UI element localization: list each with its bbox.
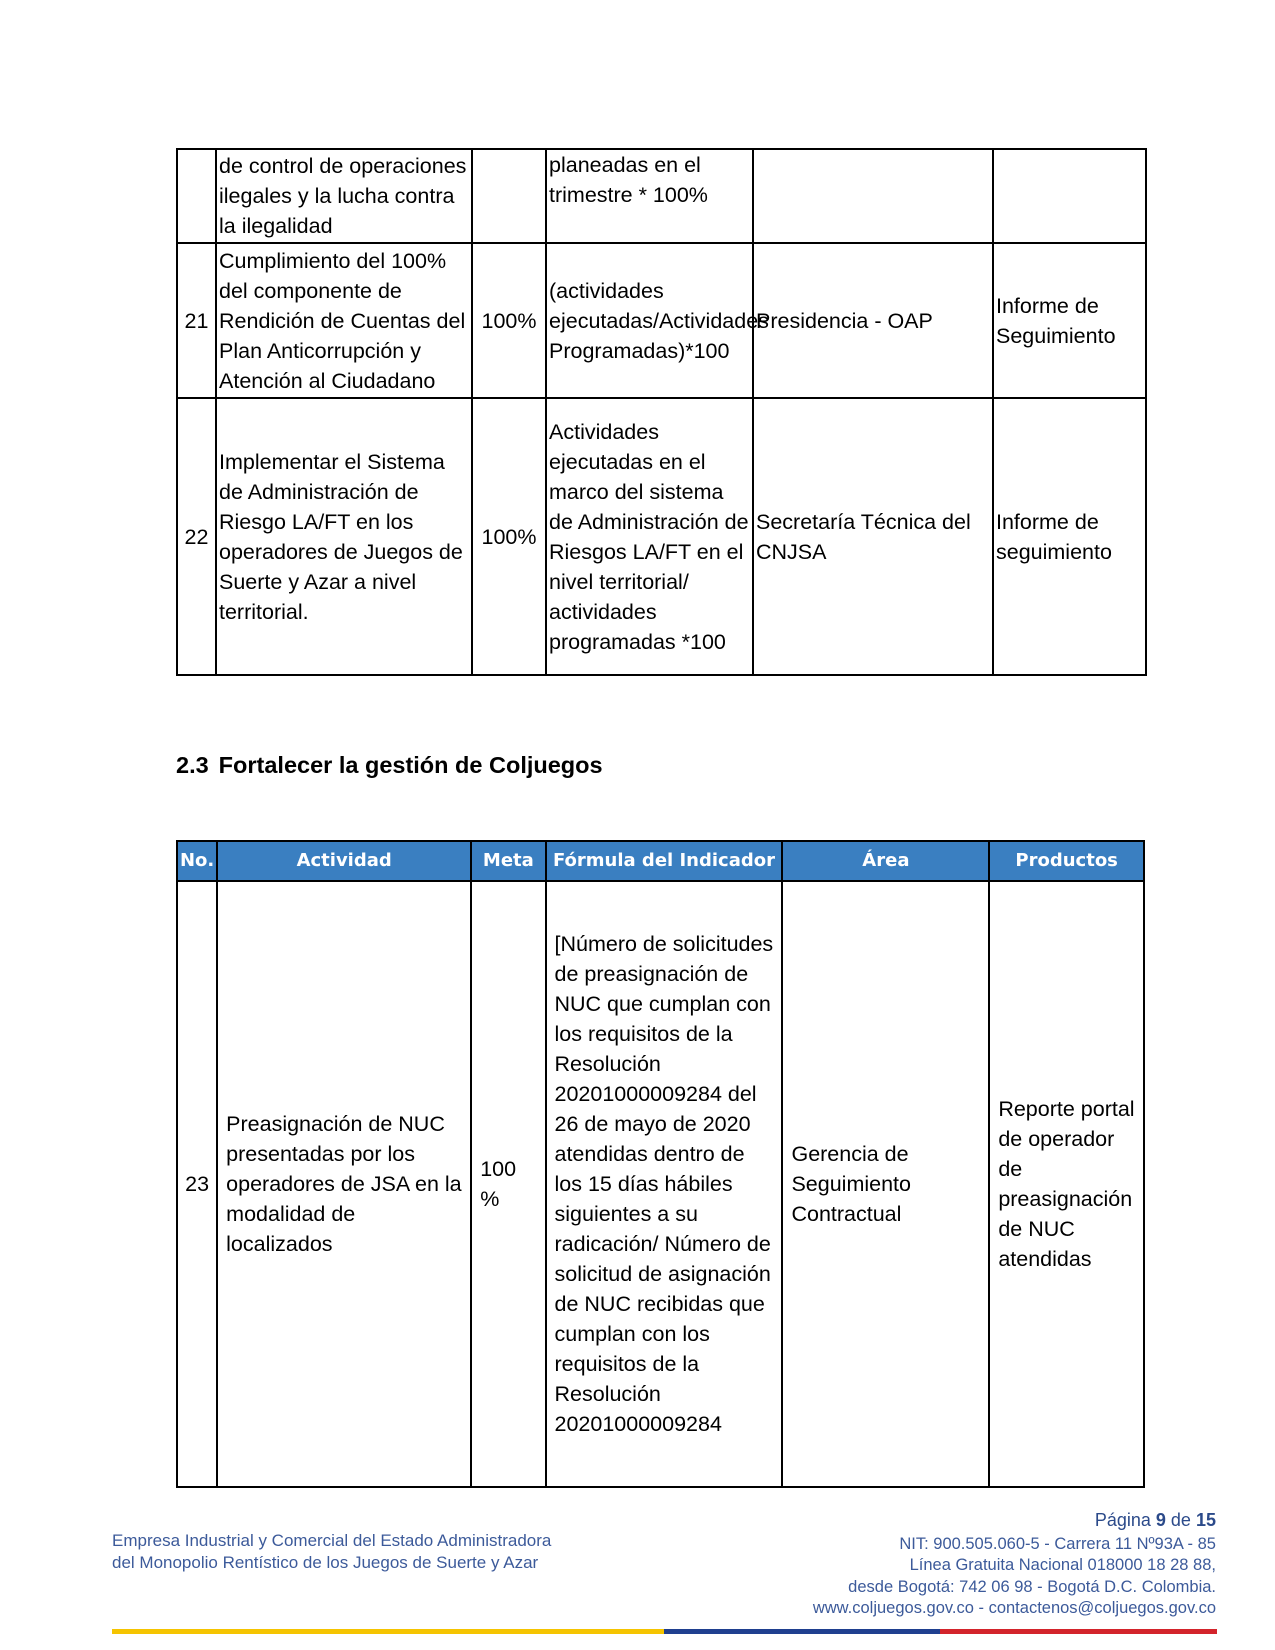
products-cell: Informe de seguimiento xyxy=(993,398,1146,675)
activities-table-continued xyxy=(176,148,1147,676)
formula-cell: planeadas en el trimestre * 100% xyxy=(546,149,753,243)
section-number: 2.3 xyxy=(176,752,209,778)
area-cell xyxy=(753,149,993,243)
section-title: Fortalecer la gestión de Coljuegos xyxy=(218,752,603,778)
goal-cell xyxy=(472,149,546,243)
activity-cell: de control de operaciones ilegales y la lucha contra la ilegalidad xyxy=(216,149,472,243)
header-products: Productos xyxy=(989,841,1144,881)
header-area: Área xyxy=(782,841,989,881)
header-formula: Fórmula del Indicador xyxy=(546,841,783,881)
goal-cell: 100% xyxy=(472,398,546,675)
flag-stripe-blue xyxy=(664,1629,940,1634)
table-row xyxy=(177,398,1146,675)
formula-cell: (actividades ejecutadas/Actividades Programadas)*100 xyxy=(546,243,753,398)
goal-cell: 100% xyxy=(472,243,546,398)
page-current: 9 xyxy=(1155,1510,1166,1530)
flag-stripe-yellow xyxy=(112,1629,664,1634)
products-cell: Informe de Seguimiento xyxy=(993,243,1146,398)
header-activity: Actividad xyxy=(217,841,471,881)
header-no: No. xyxy=(177,841,217,881)
footer-web: www.coljuegos.gov.co - contactenos@coljuegos.gov.co xyxy=(812,1599,1216,1617)
area-cell: Gerencia de Seguimiento Contractual xyxy=(782,881,989,1487)
row-number: 21 xyxy=(177,243,216,398)
page-indicator xyxy=(813,1510,1216,1532)
table-row xyxy=(177,149,1146,243)
table-header-row xyxy=(177,841,1144,881)
footer-contact xyxy=(813,1510,1216,1620)
header-goal: Meta xyxy=(471,841,545,881)
formula-cell: [Número de solicitudes de preasignación de NUC que cumplan con los requisitos de la Resolución 20201000009284 del 26 de mayo de 2020 atendidas dentro de los 15 días hábiles siguientes a su radicación/ Número de solicitud de asignación de NUC recibidas que cumplan con los requisitos de la Resolución 20201000009284 xyxy=(546,881,783,1487)
section-heading xyxy=(176,752,603,779)
area-cell: Presidencia - OAP xyxy=(753,243,993,398)
activity-cell: Cumplimiento del 100% del componente de Rendición de Cuentas del Plan Anticorrupción y Atención al Ciudadano xyxy=(216,243,472,398)
formula-cell: Actividades ejecutadas en el marco del sistema de Administración de Riesgos LA/FT en el nivel territorial/ actividades programadas *100 xyxy=(546,398,753,675)
row-number xyxy=(177,149,216,243)
page-label: Página xyxy=(1094,1510,1151,1530)
activities-table xyxy=(176,840,1145,1488)
footer-nit: NIT: 900.505.060-5 - Carrera 11 Nº93A - 85 xyxy=(899,1534,1216,1553)
activity-cell: Preasignación de NUC presentadas por los operadores de JSA en la modalidad de localizados xyxy=(217,881,471,1487)
company-line-2: del Monopolio Rentístico de los Juegos de Suerte y Azar xyxy=(112,1553,539,1572)
table-row xyxy=(177,881,1144,1487)
footer-phone-bogota: desde Bogotá: 742 06 98 - Bogotá D.C. Colombia. xyxy=(848,1577,1216,1596)
row-number: 22 xyxy=(177,398,216,675)
footer-phone: Línea Gratuita Nacional 018000 18 28 88, xyxy=(909,1556,1216,1574)
products-cell: Reporte portal de operador de preasignación de NUC atendidas xyxy=(989,881,1144,1487)
row-number: 23 xyxy=(177,881,217,1487)
activity-cell: Implementar el Sistema de Administración de Riesgo LA/FT en los operadores de Juegos de Suerte y Azar a nivel territorial. xyxy=(216,398,472,675)
company-line-1: Empresa Industrial y Comercial del Estado Administradora xyxy=(112,1531,552,1550)
footer-company xyxy=(112,1530,551,1574)
table-row xyxy=(177,243,1146,398)
page-of: de xyxy=(1170,1510,1191,1530)
goal-cell: 100 % xyxy=(471,881,545,1487)
flag-stripe-red xyxy=(940,1629,1217,1634)
products-cell xyxy=(993,149,1146,243)
page-total: 15 xyxy=(1195,1510,1216,1530)
area-cell: Secretaría Técnica del CNJSA xyxy=(753,398,993,675)
